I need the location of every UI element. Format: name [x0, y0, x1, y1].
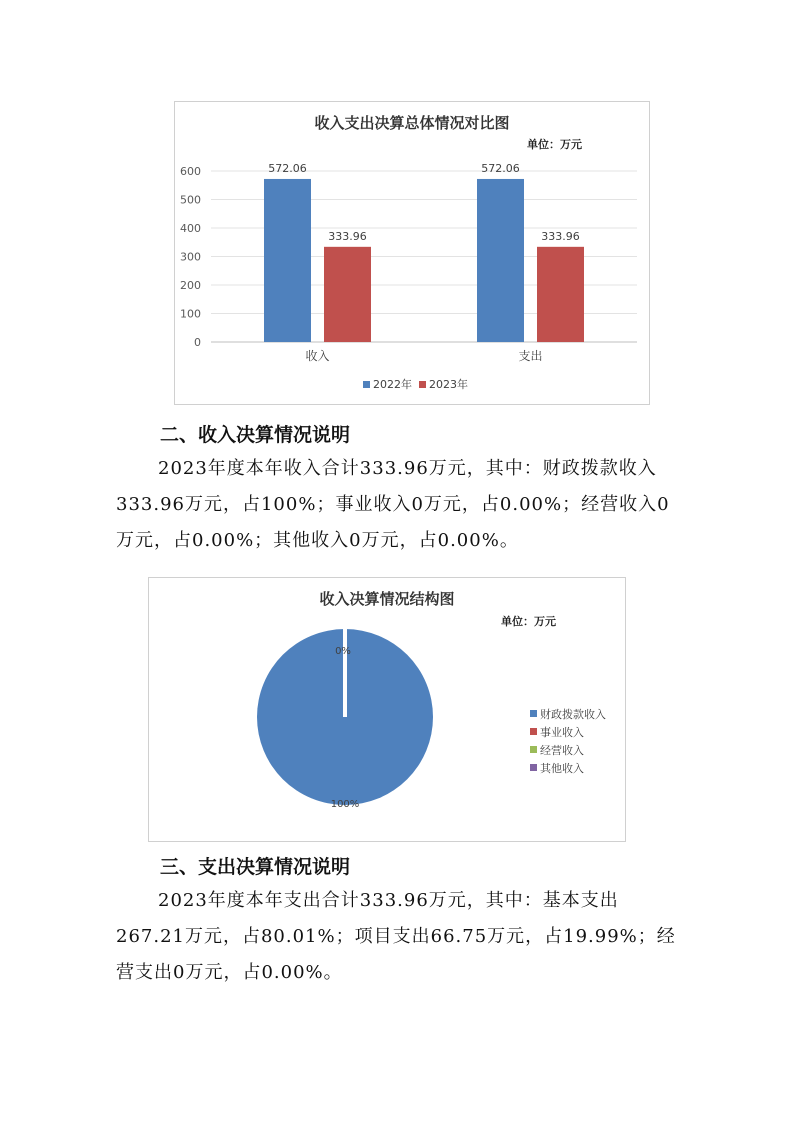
- section2-heading: 二、收入决算情况说明: [160, 424, 351, 446]
- y-tick-label: 0: [194, 336, 201, 349]
- legend-label: 财政拨款收入: [540, 708, 606, 721]
- legend-label: 其他收入: [540, 762, 584, 775]
- y-tick-label: 100: [180, 307, 201, 321]
- bar-chart-title: 收入支出决算总体情况对比图: [314, 114, 510, 132]
- y-tick-label: 600: [180, 165, 201, 178]
- section3-text: 2023年度本年支出合计333.96万元，其中：基本支出267.21万元，占80.01%；项目支出66.75万元，占19.99%；经营支出0万元，占0.00%。: [116, 890, 676, 983]
- pie-chart-container: [148, 577, 626, 842]
- x-tick-label: 支出: [518, 349, 543, 363]
- bar: [264, 179, 311, 342]
- legend-swatch: [530, 764, 537, 771]
- legend-swatch: [363, 381, 370, 388]
- bar: [537, 247, 584, 342]
- pie-chart-title: 收入决算情况结构图: [319, 590, 455, 608]
- data-label: 572.06: [481, 161, 520, 175]
- legend-label: 经营收入: [540, 744, 584, 757]
- section3-heading: 三、支出决算情况说明: [160, 856, 351, 878]
- legend-swatch: [530, 728, 537, 735]
- legend-swatch: [419, 381, 426, 388]
- slice-label: 100%: [330, 799, 360, 810]
- pie-chart-unit: 单位：万元: [501, 615, 556, 628]
- y-tick-label: 400: [180, 222, 201, 235]
- bar: [324, 247, 371, 342]
- data-label: 572.06: [268, 161, 307, 175]
- legend-swatch: [530, 746, 537, 753]
- slice-label: 0%: [335, 646, 351, 657]
- data-label: 333.96: [328, 229, 367, 243]
- bar-chart-svg: [175, 102, 649, 404]
- bar-chart-unit: 单位：万元: [527, 138, 582, 151]
- legend-label: 2023年: [429, 378, 468, 391]
- y-tick-label: 500: [180, 193, 201, 207]
- pie-chart-svg: [149, 578, 625, 841]
- x-tick-label: 收入: [305, 349, 330, 363]
- y-tick-label: 200: [180, 279, 201, 292]
- legend-swatch: [530, 710, 537, 717]
- legend-label: 2022年: [373, 378, 412, 391]
- bar-chart-container: [174, 101, 650, 405]
- legend-label: 事业收入: [540, 726, 584, 739]
- section2-text: 2023年度本年收入合计333.96万元，其中：财政拨款收入333.96万元，占100%；事业收入0万元，占0.00%；经营收入0万元，占0.00%；其他收入0万元，占0.00%。: [116, 458, 670, 551]
- bar: [477, 179, 524, 342]
- data-label: 333.96: [541, 229, 580, 243]
- y-tick-label: 300: [180, 250, 201, 264]
